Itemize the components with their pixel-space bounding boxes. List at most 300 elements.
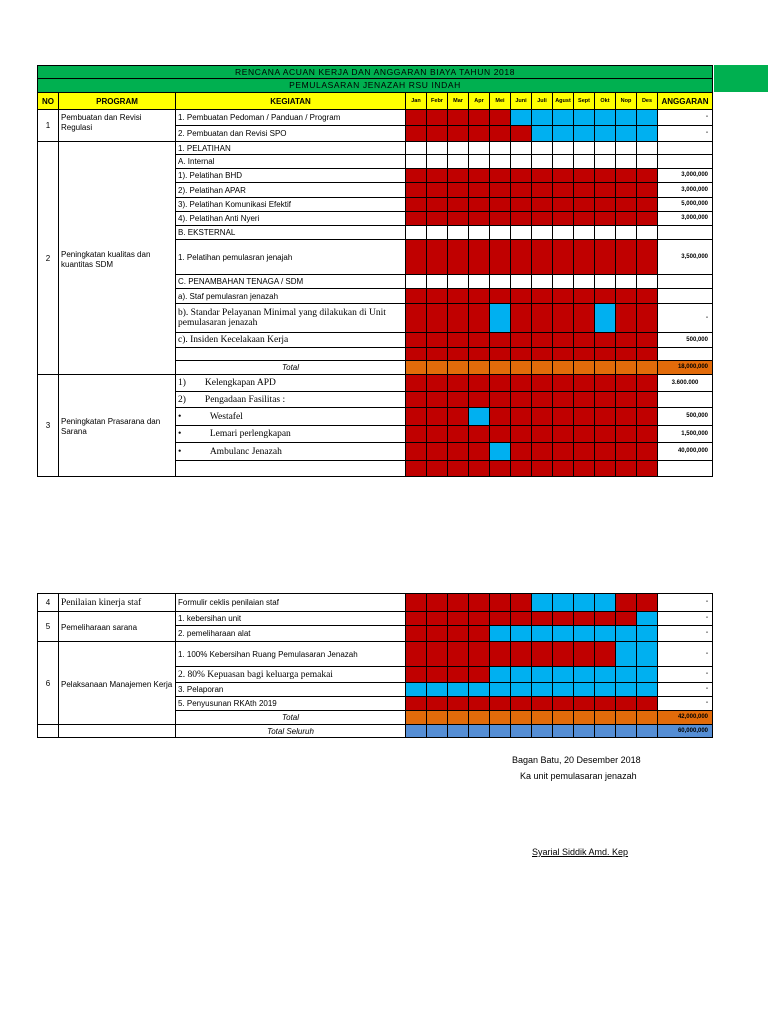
- month-cell-des: [637, 333, 658, 348]
- month-cell-jun: [511, 289, 532, 304]
- activity-label: b). Standar Pelayanan Minimal yang dilakukan di Unit pemulasaran jenazah: [176, 304, 406, 333]
- month-cell-jul: [532, 697, 553, 711]
- month-cell-jan: [406, 697, 427, 711]
- month-cell-nop: [616, 304, 637, 333]
- month-cell-okt: [595, 375, 616, 392]
- month-cell-jan: [406, 725, 427, 738]
- month-cell-jan: [406, 333, 427, 348]
- month-cell-apr: [469, 375, 490, 392]
- month-cell-jan: [406, 226, 427, 240]
- month-cell-nop: [616, 375, 637, 392]
- header-month-jun: Juni: [511, 93, 532, 110]
- month-cell-des: [637, 626, 658, 642]
- month-cell-mei: [490, 110, 511, 126]
- month-cell-des: [637, 183, 658, 198]
- month-cell-mar: [448, 275, 469, 289]
- month-cell-agu: [553, 697, 574, 711]
- month-cell-nop: [616, 142, 637, 155]
- month-cell-nop: [616, 198, 637, 212]
- title-band-extension: [714, 65, 768, 92]
- amount: 40,000,000: [658, 443, 713, 461]
- header-row: [38, 93, 713, 110]
- month-cell-okt: [595, 169, 616, 183]
- month-cell-jun: [511, 642, 532, 667]
- month-cell-apr: [469, 169, 490, 183]
- month-cell-apr: [469, 594, 490, 612]
- month-cell-sep: [574, 711, 595, 725]
- month-cell-jul: [532, 683, 553, 697]
- month-cell-okt: [595, 142, 616, 155]
- month-cell-okt: [595, 333, 616, 348]
- month-cell-agu: [553, 361, 574, 375]
- month-cell-agu: [553, 667, 574, 683]
- month-cell-mar: [448, 333, 469, 348]
- month-cell-feb: [427, 142, 448, 155]
- month-cell-sep: [574, 304, 595, 333]
- month-cell-mei: [490, 667, 511, 683]
- month-cell-okt: [595, 240, 616, 275]
- month-cell-mei: [490, 275, 511, 289]
- month-cell-mar: [448, 392, 469, 408]
- month-cell-agu: [553, 725, 574, 738]
- month-cell-okt: [595, 304, 616, 333]
- month-cell-mar: [448, 304, 469, 333]
- month-cell-nop: [616, 594, 637, 612]
- month-cell-agu: [553, 642, 574, 667]
- month-cell-des: [637, 697, 658, 711]
- month-cell-apr: [469, 408, 490, 426]
- month-cell-jun: [511, 711, 532, 725]
- header-month-des: Des: [637, 93, 658, 110]
- month-cell-apr: [469, 348, 490, 361]
- month-cell-feb: [427, 443, 448, 461]
- month-cell-nop: [616, 626, 637, 642]
- month-cell-jan: [406, 240, 427, 275]
- month-cell-feb: [427, 426, 448, 443]
- month-cell-mei: [490, 126, 511, 142]
- activity-label: • Lemari perlengkapan: [176, 426, 406, 443]
- month-cell-agu: [553, 155, 574, 169]
- amount: 500,000: [658, 333, 713, 348]
- month-cell-nop: [616, 461, 637, 477]
- month-cell-jul: [532, 212, 553, 226]
- month-cell-apr: [469, 626, 490, 642]
- month-cell-jun: [511, 169, 532, 183]
- month-cell-nop: [616, 426, 637, 443]
- amount: [658, 392, 713, 408]
- month-cell-sep: [574, 667, 595, 683]
- month-cell-jan: [406, 304, 427, 333]
- month-cell-mar: [448, 198, 469, 212]
- month-cell-des: [637, 642, 658, 667]
- title-row-2: [38, 79, 713, 93]
- month-cell-des: [637, 392, 658, 408]
- month-cell-okt: [595, 594, 616, 612]
- month-cell-jan: [406, 361, 427, 375]
- month-cell-nop: [616, 642, 637, 667]
- month-cell-agu: [553, 169, 574, 183]
- activity-label: 1. Pembuatan Pedoman / Panduan / Program: [176, 110, 406, 126]
- month-cell-mei: [490, 183, 511, 198]
- month-cell-okt: [595, 612, 616, 626]
- section-2-total-label: Total: [176, 361, 406, 375]
- month-cell-apr: [469, 126, 490, 142]
- month-cell-mei: [490, 348, 511, 361]
- month-cell-jun: [511, 333, 532, 348]
- month-cell-agu: [553, 408, 574, 426]
- month-cell-feb: [427, 110, 448, 126]
- month-cell-okt: [595, 226, 616, 240]
- month-cell-okt: [595, 110, 616, 126]
- month-cell-mei: [490, 155, 511, 169]
- amount: -: [658, 594, 713, 612]
- month-cell-feb: [427, 683, 448, 697]
- month-cell-des: [637, 408, 658, 426]
- month-cell-agu: [553, 348, 574, 361]
- month-cell-feb: [427, 461, 448, 477]
- title-line-2: PEMULASARAN JENAZAH RSU INDAH: [38, 79, 713, 93]
- month-cell-nop: [616, 275, 637, 289]
- month-cell-jun: [511, 375, 532, 392]
- month-cell-feb: [427, 240, 448, 275]
- month-cell-nop: [616, 333, 637, 348]
- activity-label: [176, 348, 406, 361]
- month-cell-sep: [574, 725, 595, 738]
- activity-label: 2. Pembuatan dan Revisi SPO: [176, 126, 406, 142]
- month-cell-agu: [553, 226, 574, 240]
- month-cell-des: [637, 667, 658, 683]
- month-cell-feb: [427, 126, 448, 142]
- month-cell-des: [637, 275, 658, 289]
- month-cell-des: [637, 155, 658, 169]
- month-cell-mar: [448, 375, 469, 392]
- month-cell-jul: [532, 426, 553, 443]
- month-cell-apr: [469, 361, 490, 375]
- month-cell-sep: [574, 392, 595, 408]
- month-cell-okt: [595, 361, 616, 375]
- month-cell-apr: [469, 461, 490, 477]
- activity-label: 2). Pelatihan APAR: [176, 183, 406, 198]
- month-cell-agu: [553, 212, 574, 226]
- month-cell-jun: [511, 183, 532, 198]
- month-cell-jun: [511, 725, 532, 738]
- month-cell-sep: [574, 289, 595, 304]
- month-cell-mar: [448, 725, 469, 738]
- month-cell-feb: [427, 198, 448, 212]
- month-cell-apr: [469, 198, 490, 212]
- amount: -: [658, 683, 713, 697]
- month-cell-jan: [406, 612, 427, 626]
- month-cell-jul: [532, 169, 553, 183]
- month-cell-mei: [490, 642, 511, 667]
- month-cell-okt: [595, 667, 616, 683]
- month-cell-des: [637, 126, 658, 142]
- month-cell-mar: [448, 426, 469, 443]
- month-cell-agu: [553, 198, 574, 212]
- month-cell-agu: [553, 426, 574, 443]
- month-cell-feb: [427, 169, 448, 183]
- month-cell-mei: [490, 426, 511, 443]
- month-cell-jul: [532, 304, 553, 333]
- month-cell-des: [637, 443, 658, 461]
- signer-name: Syarial Siddik Amd. Kep: [532, 847, 629, 857]
- month-cell-jan: [406, 711, 427, 725]
- plan-table-part-1: [37, 65, 713, 477]
- amount: 500,000: [658, 408, 713, 426]
- month-cell-agu: [553, 612, 574, 626]
- month-cell-sep: [574, 612, 595, 626]
- month-cell-okt: [595, 725, 616, 738]
- month-cell-nop: [616, 169, 637, 183]
- month-cell-feb: [427, 289, 448, 304]
- month-cell-jan: [406, 667, 427, 683]
- month-cell-apr: [469, 142, 490, 155]
- month-cell-nop: [616, 226, 637, 240]
- month-cell-mei: [490, 683, 511, 697]
- month-cell-apr: [469, 612, 490, 626]
- month-cell-nop: [616, 392, 637, 408]
- month-cell-mar: [448, 408, 469, 426]
- month-cell-mar: [448, 110, 469, 126]
- month-cell-mei: [490, 461, 511, 477]
- activity-label: 1. kebersihan unit: [176, 612, 406, 626]
- month-cell-jan: [406, 594, 427, 612]
- amount: [658, 226, 713, 240]
- month-cell-jan: [406, 142, 427, 155]
- month-cell-jun: [511, 612, 532, 626]
- title-line-1: RENCANA ACUAN KERJA DAN ANGGARAN BIAYA TAHUN 2018: [38, 66, 713, 79]
- month-cell-mar: [448, 667, 469, 683]
- month-cell-mei: [490, 612, 511, 626]
- month-cell-jan: [406, 348, 427, 361]
- month-cell-mei: [490, 304, 511, 333]
- month-cell-sep: [574, 461, 595, 477]
- amount: [658, 348, 713, 361]
- month-cell-feb: [427, 333, 448, 348]
- month-cell-mar: [448, 289, 469, 304]
- month-cell-agu: [553, 304, 574, 333]
- section-6-program: Pelaksanaan Manajemen Kerja: [59, 642, 176, 725]
- month-cell-agu: [553, 711, 574, 725]
- month-cell-jan: [406, 408, 427, 426]
- month-cell-mei: [490, 408, 511, 426]
- month-cell-sep: [574, 240, 595, 275]
- month-cell-des: [637, 461, 658, 477]
- month-cell-nop: [616, 110, 637, 126]
- month-cell-mei: [490, 142, 511, 155]
- month-cell-des: [637, 683, 658, 697]
- activity-label: 1. 100% Kebersihan Ruang Pemulasaran Jenazah: [176, 642, 406, 667]
- month-cell-mei: [490, 711, 511, 725]
- amount: [658, 461, 713, 477]
- amount: [658, 275, 713, 289]
- month-cell-feb: [427, 375, 448, 392]
- month-cell-nop: [616, 667, 637, 683]
- month-cell-apr: [469, 725, 490, 738]
- month-cell-jun: [511, 667, 532, 683]
- month-cell-sep: [574, 361, 595, 375]
- month-cell-des: [637, 612, 658, 626]
- month-cell-okt: [595, 212, 616, 226]
- activity-label: 3. Pelaporan: [176, 683, 406, 697]
- month-cell-feb: [427, 594, 448, 612]
- activity-label: 1). Pelatihan BHD: [176, 169, 406, 183]
- month-cell-sep: [574, 212, 595, 226]
- activity-label: 3). Pelatihan Komunikasi Efektif: [176, 198, 406, 212]
- month-cell-jul: [532, 275, 553, 289]
- month-cell-feb: [427, 667, 448, 683]
- month-cell-feb: [427, 612, 448, 626]
- month-cell-mar: [448, 126, 469, 142]
- table-row: [38, 110, 713, 126]
- month-cell-apr: [469, 110, 490, 126]
- month-cell-jan: [406, 183, 427, 198]
- title-row-1: [38, 66, 713, 79]
- month-cell-jun: [511, 626, 532, 642]
- section-6-total-label: Total: [176, 711, 406, 725]
- section-6-total-amount: 42,000,000: [658, 711, 713, 725]
- month-cell-jul: [532, 443, 553, 461]
- month-cell-jul: [532, 375, 553, 392]
- amount: [658, 289, 713, 304]
- month-cell-jun: [511, 212, 532, 226]
- blank-cell: [38, 725, 59, 738]
- month-cell-okt: [595, 198, 616, 212]
- month-cell-jun: [511, 304, 532, 333]
- month-cell-mei: [490, 198, 511, 212]
- month-cell-apr: [469, 333, 490, 348]
- month-cell-okt: [595, 392, 616, 408]
- month-cell-jun: [511, 198, 532, 212]
- month-cell-agu: [553, 594, 574, 612]
- month-cell-jul: [532, 226, 553, 240]
- month-cell-jan: [406, 126, 427, 142]
- month-cell-des: [637, 289, 658, 304]
- month-cell-nop: [616, 183, 637, 198]
- header-month-agu: Agust: [553, 93, 574, 110]
- header-month-sep: Sept: [574, 93, 595, 110]
- activity-label: C. PENAMBAHAN TENAGA / SDM: [176, 275, 406, 289]
- month-cell-sep: [574, 443, 595, 461]
- month-cell-feb: [427, 626, 448, 642]
- month-cell-sep: [574, 594, 595, 612]
- month-cell-okt: [595, 683, 616, 697]
- month-cell-des: [637, 142, 658, 155]
- month-cell-jul: [532, 183, 553, 198]
- month-cell-des: [637, 198, 658, 212]
- section-6-no: 6: [38, 642, 59, 725]
- month-cell-feb: [427, 697, 448, 711]
- month-cell-des: [637, 426, 658, 443]
- month-cell-des: [637, 361, 658, 375]
- month-cell-mei: [490, 725, 511, 738]
- month-cell-jun: [511, 683, 532, 697]
- month-cell-jul: [532, 142, 553, 155]
- month-cell-okt: [595, 426, 616, 443]
- month-cell-nop: [616, 697, 637, 711]
- amount: -: [658, 626, 713, 642]
- month-cell-sep: [574, 642, 595, 667]
- month-cell-feb: [427, 408, 448, 426]
- month-cell-mei: [490, 594, 511, 612]
- month-cell-jul: [532, 155, 553, 169]
- month-cell-apr: [469, 697, 490, 711]
- month-cell-jul: [532, 667, 553, 683]
- month-cell-mar: [448, 169, 469, 183]
- month-cell-mar: [448, 642, 469, 667]
- month-cell-sep: [574, 408, 595, 426]
- month-cell-apr: [469, 642, 490, 667]
- month-cell-okt: [595, 126, 616, 142]
- month-cell-nop: [616, 683, 637, 697]
- amount: -: [658, 126, 713, 142]
- month-cell-jul: [532, 612, 553, 626]
- amount: -: [658, 642, 713, 667]
- month-cell-mar: [448, 461, 469, 477]
- section-3-no: 3: [38, 375, 59, 477]
- month-cell-mei: [490, 333, 511, 348]
- month-cell-mar: [448, 183, 469, 198]
- header-month-mei: Mei: [490, 93, 511, 110]
- month-cell-jun: [511, 594, 532, 612]
- month-cell-jan: [406, 426, 427, 443]
- month-cell-jan: [406, 275, 427, 289]
- section-5-program: Pemeliharaan sarana: [59, 612, 176, 642]
- month-cell-agu: [553, 626, 574, 642]
- month-cell-jun: [511, 240, 532, 275]
- amount: 3,000,000: [658, 183, 713, 198]
- amount: 3,500,000: [658, 240, 713, 275]
- month-cell-mar: [448, 142, 469, 155]
- month-cell-jun: [511, 361, 532, 375]
- month-cell-feb: [427, 304, 448, 333]
- month-cell-jul: [532, 361, 553, 375]
- month-cell-agu: [553, 126, 574, 142]
- month-cell-mar: [448, 212, 469, 226]
- activity-label: • Westafel: [176, 408, 406, 426]
- month-cell-mei: [490, 240, 511, 275]
- month-cell-apr: [469, 392, 490, 408]
- month-cell-jul: [532, 725, 553, 738]
- month-cell-okt: [595, 697, 616, 711]
- month-cell-mar: [448, 443, 469, 461]
- month-cell-mar: [448, 697, 469, 711]
- month-cell-sep: [574, 169, 595, 183]
- month-cell-nop: [616, 711, 637, 725]
- month-cell-sep: [574, 683, 595, 697]
- month-cell-jan: [406, 110, 427, 126]
- month-cell-sep: [574, 155, 595, 169]
- month-cell-mei: [490, 226, 511, 240]
- month-cell-apr: [469, 683, 490, 697]
- month-cell-apr: [469, 711, 490, 725]
- month-cell-agu: [553, 110, 574, 126]
- table-row: [38, 375, 713, 392]
- amount: -: [658, 612, 713, 626]
- month-cell-nop: [616, 361, 637, 375]
- activity-label: 2) Pengadaan Fasilitas :: [176, 392, 406, 408]
- month-cell-okt: [595, 275, 616, 289]
- month-cell-mei: [490, 169, 511, 183]
- month-cell-agu: [553, 240, 574, 275]
- month-cell-jun: [511, 226, 532, 240]
- amount: -: [658, 667, 713, 683]
- month-cell-jul: [532, 408, 553, 426]
- month-cell-des: [637, 711, 658, 725]
- header-month-okt: Okt: [595, 93, 616, 110]
- activity-label: 4). Pelatihan Anti Nyeri: [176, 212, 406, 226]
- month-cell-jul: [532, 240, 553, 275]
